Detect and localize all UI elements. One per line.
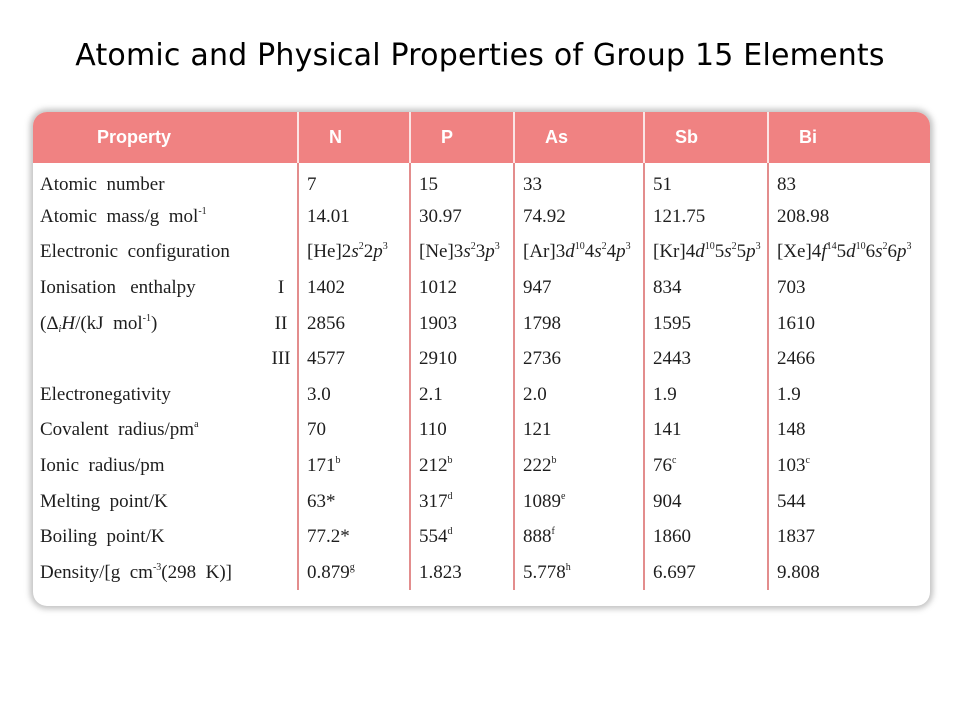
property-sublabel [265,483,298,519]
property-label: Covalent radius/$pm^a$ [40,419,199,441]
value-n: 2856 [298,305,410,341]
value-sb: 121.75 [644,199,768,235]
value-n: 14.01 [298,199,410,235]
property-sublabel: I [277,277,285,299]
value-p: 2.1 [410,377,514,413]
header-p: P [410,112,514,163]
value-p: 30.97 [410,199,514,235]
value-as: 222$^b$ [514,448,644,484]
property-sublabel [265,199,298,235]
value-bi: 103$^c$ [768,448,930,484]
value-as: 33 [514,163,644,199]
value-bi: 2466 [768,341,930,377]
value-n: 0.879$^g$ [298,555,410,591]
value-sb: 1595 [644,305,768,341]
property-sublabel [265,555,298,591]
value-sb: 1860 [644,519,768,555]
value-as: 74.92 [514,199,644,235]
value-bi: 1610 [768,305,930,341]
value-p: 212$^b$ [410,448,514,484]
header-n: N [298,112,410,163]
value-p: 554$^d$ [410,519,514,555]
value-sb: 2443 [644,341,768,377]
property-label: Density/[g $cm^{-3}(298$ K)] [40,561,232,583]
value-bi: 83 [768,163,930,199]
value-as: 947 [514,270,644,306]
property-label: Melting point/K [40,490,168,512]
value-p: 1.823 [410,555,514,591]
property-label: Atomic number [40,174,165,196]
value-sb: 51 [644,163,768,199]
value-as: 888$^f$ [514,519,644,555]
property-sublabel [265,377,298,413]
value-as: 1089e [514,483,644,519]
value-n: 3.0 [298,377,410,413]
value-p: 15 [410,163,514,199]
value-as: 2.0 [514,377,644,413]
slide-title: Atomic and Physical Properties of Group 15 Elements [75,38,885,73]
value-as: 2736 [514,341,644,377]
properties-table [33,112,930,590]
value-as: 121 [514,412,644,448]
property-label: Atomic mass/g mol$^{-1}$ [40,205,207,227]
value-n: 63* [298,483,410,519]
table-header-row [33,112,930,163]
value-p: $[Ne]3s^23p^3$ [410,234,514,270]
property-sublabel: II [274,312,288,334]
value-bi: 148 [768,412,930,448]
value-sb: $[Kr]4d^{10}5s^25p^3$ [644,234,768,270]
value-sb: 904 [644,483,768,519]
properties-table-card [33,112,930,606]
value-n: 171$^b$ [298,448,410,484]
property-label: Ionic radius/pm [40,455,165,477]
table-row [33,341,930,377]
property-sublabel [265,519,298,555]
property-sublabel [265,234,298,270]
header-as: As [514,112,644,163]
value-bi: 1.9 [768,377,930,413]
property-label: Boiling point/K [40,526,165,548]
value-n: 4577 [298,341,410,377]
property-sublabel [265,163,298,199]
value-p: 110 [410,412,514,448]
table-row [33,199,930,235]
value-p: 1903 [410,305,514,341]
value-bi: 9.808 [768,555,930,591]
property-label: Electronic configuration [40,241,230,263]
value-bi: $[Xe]4f^{14}5d^{10}6s^26p^3$ [768,234,930,270]
value-n: 77.2* [298,519,410,555]
table-row [33,483,930,519]
value-n: 1402 [298,270,410,306]
table-row [33,305,930,341]
property-sublabel [265,412,298,448]
value-bi: 208.98 [768,199,930,235]
value-as: 5.778$^h$ [514,555,644,591]
table-body [33,163,930,590]
value-p: 2910 [410,341,514,377]
value-sb: 834 [644,270,768,306]
property-label [33,341,265,377]
value-p: 1012 [410,270,514,306]
value-sb: 1.9 [644,377,768,413]
table-row [33,555,930,591]
table-row [33,234,930,270]
property-sublabel [265,448,298,484]
table-row [33,377,930,413]
value-as: 1798 [514,305,644,341]
header-property: Property [97,127,172,147]
table-row [33,448,930,484]
table-row [33,270,930,306]
property-label: ($\Delta_iH/(kJ$ mol$^{-1}$) [40,312,158,335]
table-row [33,412,930,448]
value-n: 70 [298,412,410,448]
table-row [33,163,930,199]
value-sb: 141 [644,412,768,448]
value-p: 317$^d$ [410,483,514,519]
header-sb: Sb [644,112,768,163]
value-bi: 703 [768,270,930,306]
value-bi: 1837 [768,519,930,555]
property-label: Ionisation enthalpy [40,277,196,299]
value-n: $[He]2s^22p^3$ [298,234,410,270]
table-row [33,519,930,555]
value-as: $[Ar]3d^{10}4s^24p^3$ [514,234,644,270]
property-label: Electronegativity [40,383,171,405]
value-bi: 544 [768,483,930,519]
value-sb: 76$^c$ [644,448,768,484]
property-sublabel: III [271,348,291,370]
header-bi: Bi [768,112,930,163]
value-n: 7 [298,163,410,199]
value-sb: 6.697 [644,555,768,591]
